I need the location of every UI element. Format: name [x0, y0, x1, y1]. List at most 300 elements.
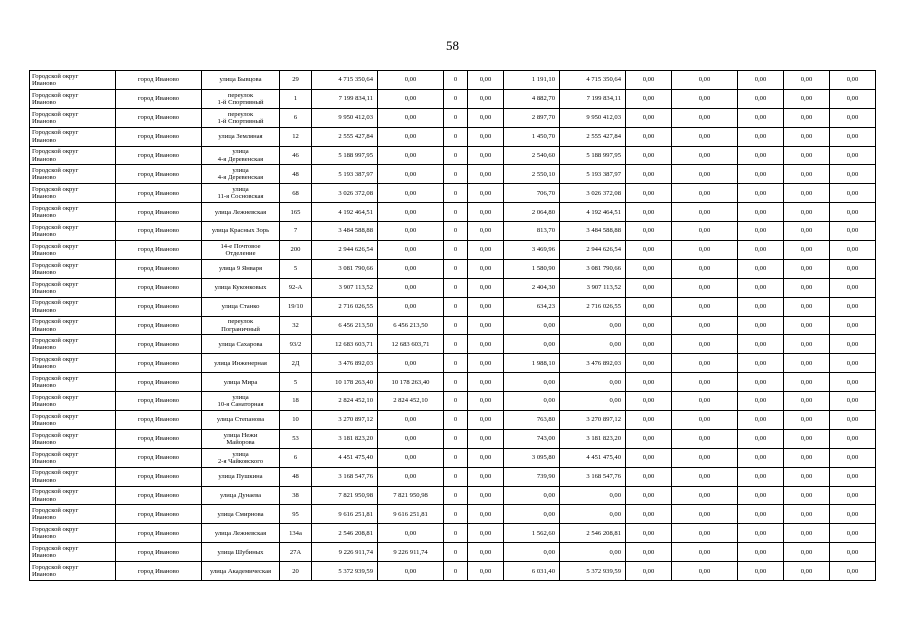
- table-cell: 0: [444, 108, 468, 127]
- table-cell: 2 716 026,55: [312, 297, 378, 316]
- table-cell: 0: [444, 392, 468, 411]
- table-cell: 0,00: [784, 241, 830, 260]
- table-cell: 0,00: [626, 222, 672, 241]
- table-cell: улица Красных Зорь: [202, 222, 280, 241]
- table-cell: 0,00: [784, 354, 830, 373]
- table-cell: 14-е Почтовое Отделение: [202, 241, 280, 260]
- table-cell: Городской округ Иваново: [30, 524, 116, 543]
- table-cell: Городской округ Иваново: [30, 373, 116, 392]
- table-cell: 0,00: [378, 259, 444, 278]
- table-cell: 48: [280, 467, 312, 486]
- table-cell: 7 199 834,11: [560, 89, 626, 108]
- table-cell: 0,00: [738, 524, 784, 543]
- table-cell: Городской округ Иваново: [30, 297, 116, 316]
- table-cell: 3 168 547,76: [560, 467, 626, 486]
- table-cell: 48: [280, 165, 312, 184]
- table-cell: 0,00: [626, 71, 672, 90]
- table-cell: 634,23: [504, 297, 560, 316]
- table-cell: 0: [444, 297, 468, 316]
- table-cell: 0,00: [784, 222, 830, 241]
- table-cell: улица Лежневская: [202, 203, 280, 222]
- table-cell: 0,00: [738, 373, 784, 392]
- table-cell: город Иваново: [116, 505, 202, 524]
- table-cell: улица Земляная: [202, 127, 280, 146]
- table-cell: 0,00: [468, 524, 504, 543]
- table-cell: 0: [444, 203, 468, 222]
- table-cell: 0,00: [378, 411, 444, 430]
- table-cell: 0,00: [626, 354, 672, 373]
- table-cell: 12 683 603,71: [378, 335, 444, 354]
- table-cell: 3 270 897,12: [312, 411, 378, 430]
- table-cell: 0: [444, 71, 468, 90]
- table-cell: 46: [280, 146, 312, 165]
- table-cell: 10: [280, 411, 312, 430]
- table-cell: город Иваново: [116, 354, 202, 373]
- table-cell: 6: [280, 108, 312, 127]
- table-cell: 0,00: [626, 429, 672, 448]
- table-cell: 0,00: [672, 467, 738, 486]
- table-cell: 5 372 939,59: [560, 562, 626, 581]
- table-cell: 0,00: [830, 429, 876, 448]
- table-cell: город Иваново: [116, 543, 202, 562]
- table-cell: город Иваново: [116, 241, 202, 260]
- table-cell: 0: [444, 278, 468, 297]
- table-cell: 0,00: [672, 373, 738, 392]
- table-cell: 0,00: [784, 562, 830, 581]
- table-cell: 3 270 897,12: [560, 411, 626, 430]
- table-cell: 0,00: [626, 241, 672, 260]
- table-cell: 0,00: [784, 543, 830, 562]
- table-cell: 0: [444, 259, 468, 278]
- table-cell: 0,00: [784, 335, 830, 354]
- table-cell: улица Сахарова: [202, 335, 280, 354]
- table-cell: 9 616 251,81: [312, 505, 378, 524]
- table-cell: 0,00: [830, 562, 876, 581]
- table-cell: Городской округ Иваново: [30, 127, 116, 146]
- table-cell: 0,00: [468, 203, 504, 222]
- table-cell: 0,00: [560, 486, 626, 505]
- table-cell: 0,00: [784, 524, 830, 543]
- table-cell: 2 546 208,81: [312, 524, 378, 543]
- table-cell: 0,00: [560, 505, 626, 524]
- table-cell: Городской округ Иваново: [30, 165, 116, 184]
- table-cell: 200: [280, 241, 312, 260]
- table-cell: улица 9 Января: [202, 259, 280, 278]
- table-cell: 1: [280, 89, 312, 108]
- table-row: [30, 203, 876, 222]
- table-cell: 3 907 113,52: [560, 278, 626, 297]
- table-cell: город Иваново: [116, 524, 202, 543]
- table-row: [30, 108, 876, 127]
- table-cell: 0,00: [378, 222, 444, 241]
- table-row: [30, 448, 876, 467]
- table-cell: 0,00: [378, 165, 444, 184]
- table-cell: 0,00: [626, 297, 672, 316]
- table-cell: 0: [444, 184, 468, 203]
- table-cell: улица 10-я Санаторная: [202, 392, 280, 411]
- table-cell: 0,00: [784, 429, 830, 448]
- table-row: [30, 429, 876, 448]
- table-cell: 0,00: [468, 316, 504, 335]
- table-cell: 68: [280, 184, 312, 203]
- table-cell: 6 031,40: [504, 562, 560, 581]
- table-cell: 5 188 997,95: [312, 146, 378, 165]
- table-cell: 2Д: [280, 354, 312, 373]
- table-cell: 0,00: [784, 259, 830, 278]
- table-cell: 0,00: [672, 184, 738, 203]
- table-cell: 0,00: [830, 411, 876, 430]
- table-cell: 0,00: [784, 373, 830, 392]
- table-cell: 0,00: [784, 146, 830, 165]
- table-cell: 3 181 823,20: [560, 429, 626, 448]
- table-cell: 4 451 475,40: [560, 448, 626, 467]
- table-cell: 763,80: [504, 411, 560, 430]
- table-cell: улица Смирнова: [202, 505, 280, 524]
- table-cell: 0,00: [468, 448, 504, 467]
- table-cell: 0,00: [830, 71, 876, 90]
- table-cell: город Иваново: [116, 373, 202, 392]
- table-cell: 0,00: [830, 89, 876, 108]
- table-cell: 2 824 452,10: [312, 392, 378, 411]
- table-cell: город Иваново: [116, 259, 202, 278]
- table-cell: 1 562,60: [504, 524, 560, 543]
- table-cell: 2 555 427,84: [560, 127, 626, 146]
- table-cell: 6 456 213,50: [312, 316, 378, 335]
- table-cell: 0: [444, 165, 468, 184]
- table-cell: улица Нежи Майорова: [202, 429, 280, 448]
- table-row: [30, 241, 876, 260]
- table-cell: 0,00: [672, 127, 738, 146]
- table-cell: 0,00: [830, 505, 876, 524]
- table-cell: 0,00: [830, 467, 876, 486]
- table-cell: 0,00: [626, 278, 672, 297]
- table-cell: 0: [444, 411, 468, 430]
- table-cell: 93/2: [280, 335, 312, 354]
- table-cell: 0,00: [830, 373, 876, 392]
- table-cell: 739,90: [504, 467, 560, 486]
- table-cell: 0,00: [672, 486, 738, 505]
- table-cell: 0: [444, 354, 468, 373]
- table-cell: 165: [280, 203, 312, 222]
- table-cell: 0: [444, 222, 468, 241]
- table-cell: улица Шубиных: [202, 543, 280, 562]
- table-cell: 0,00: [378, 127, 444, 146]
- table-cell: 0,00: [560, 543, 626, 562]
- table-cell: 3 484 588,88: [312, 222, 378, 241]
- table-cell: 0,00: [626, 467, 672, 486]
- table-cell: 7 821 950,98: [378, 486, 444, 505]
- table-cell: 0,00: [738, 543, 784, 562]
- table-cell: 0,00: [468, 241, 504, 260]
- table-cell: 0,00: [626, 562, 672, 581]
- table-cell: город Иваново: [116, 316, 202, 335]
- table-cell: город Иваново: [116, 411, 202, 430]
- table-cell: 0,00: [504, 505, 560, 524]
- table-row: [30, 297, 876, 316]
- table-cell: город Иваново: [116, 184, 202, 203]
- table-cell: 0,00: [672, 392, 738, 411]
- table-cell: 0,00: [626, 203, 672, 222]
- table-cell: 0,00: [378, 108, 444, 127]
- data-table: [29, 70, 876, 581]
- table-cell: 0,00: [830, 146, 876, 165]
- table-cell: 0,00: [784, 297, 830, 316]
- table-cell: 1 450,70: [504, 127, 560, 146]
- table-cell: 0,00: [468, 373, 504, 392]
- table-cell: Городской округ Иваново: [30, 316, 116, 335]
- table-cell: 4 192 464,51: [312, 203, 378, 222]
- table-cell: 1 191,10: [504, 71, 560, 90]
- table-row: [30, 259, 876, 278]
- table-cell: 0,00: [626, 373, 672, 392]
- table-cell: Городской округ Иваново: [30, 335, 116, 354]
- table-cell: Городской округ Иваново: [30, 108, 116, 127]
- table-cell: улица Бывцова: [202, 71, 280, 90]
- table-cell: 0,00: [830, 127, 876, 146]
- table-cell: 3 476 892,03: [560, 354, 626, 373]
- table-cell: 0,00: [560, 392, 626, 411]
- table-cell: 0,00: [672, 278, 738, 297]
- table-cell: 0,00: [468, 429, 504, 448]
- table-cell: 0,00: [378, 448, 444, 467]
- table-cell: 0,00: [738, 108, 784, 127]
- table-cell: 0,00: [378, 278, 444, 297]
- table-cell: 9 226 911,74: [312, 543, 378, 562]
- table-cell: город Иваново: [116, 392, 202, 411]
- table-cell: 0,00: [560, 335, 626, 354]
- table-cell: 0,00: [830, 222, 876, 241]
- table-cell: 0,00: [468, 297, 504, 316]
- table-cell: 3 181 823,20: [312, 429, 378, 448]
- table-cell: улица 4-я Деревенская: [202, 165, 280, 184]
- table-cell: переулок Пограничный: [202, 316, 280, 335]
- table-cell: 0,00: [784, 392, 830, 411]
- table-cell: 0,00: [560, 316, 626, 335]
- table-row: [30, 373, 876, 392]
- table-cell: 0,00: [378, 146, 444, 165]
- table-cell: 0,00: [378, 203, 444, 222]
- table-cell: 0: [444, 524, 468, 543]
- table-cell: 0,00: [468, 222, 504, 241]
- table-cell: 3 095,80: [504, 448, 560, 467]
- table-cell: 0,00: [738, 71, 784, 90]
- table-cell: 0,00: [738, 486, 784, 505]
- table-cell: 0,00: [784, 165, 830, 184]
- table-cell: 0,00: [504, 316, 560, 335]
- table-cell: 0,00: [626, 146, 672, 165]
- table-cell: Городской округ Иваново: [30, 448, 116, 467]
- table-cell: 0,00: [738, 127, 784, 146]
- table-cell: 0,00: [468, 543, 504, 562]
- table-cell: 0,00: [626, 543, 672, 562]
- table-cell: 0,00: [830, 108, 876, 127]
- table-cell: 0,00: [504, 543, 560, 562]
- table-cell: 0,00: [738, 562, 784, 581]
- table-cell: 1 988,10: [504, 354, 560, 373]
- table-cell: улица Мира: [202, 373, 280, 392]
- table-row: [30, 278, 876, 297]
- table-cell: 7 821 950,98: [312, 486, 378, 505]
- table-cell: город Иваново: [116, 297, 202, 316]
- table-cell: 0: [444, 373, 468, 392]
- table-row: [30, 184, 876, 203]
- table-cell: город Иваново: [116, 486, 202, 505]
- table-cell: улица Академическая: [202, 562, 280, 581]
- table-cell: 0,00: [378, 184, 444, 203]
- table-cell: 0,00: [468, 505, 504, 524]
- table-cell: Городской округ Иваново: [30, 505, 116, 524]
- table-cell: 0,00: [672, 524, 738, 543]
- table-cell: 3 469,96: [504, 241, 560, 260]
- table-row: [30, 486, 876, 505]
- table-cell: 0,00: [626, 184, 672, 203]
- table-cell: улица Дунаева: [202, 486, 280, 505]
- table-cell: 2 555 427,84: [312, 127, 378, 146]
- table-cell: Городской округ Иваново: [30, 222, 116, 241]
- table-cell: Городской округ Иваново: [30, 146, 116, 165]
- table-cell: 0,00: [468, 146, 504, 165]
- table-cell: 0,00: [672, 354, 738, 373]
- table-cell: 0,00: [784, 411, 830, 430]
- table-cell: 0,00: [784, 71, 830, 90]
- table-cell: 0,00: [738, 165, 784, 184]
- table-cell: Городской округ Иваново: [30, 543, 116, 562]
- table-cell: город Иваново: [116, 467, 202, 486]
- table-cell: 0: [444, 241, 468, 260]
- table-cell: улица Лежневская: [202, 524, 280, 543]
- table-cell: 4 715 350,64: [312, 71, 378, 90]
- table-cell: 4 451 475,40: [312, 448, 378, 467]
- table-cell: 0,00: [738, 184, 784, 203]
- table-cell: Городской округ Иваново: [30, 429, 116, 448]
- table-cell: 0,00: [626, 108, 672, 127]
- table-cell: 0,00: [378, 524, 444, 543]
- table-cell: 53: [280, 429, 312, 448]
- table-cell: 0,00: [626, 316, 672, 335]
- table-cell: 0,00: [830, 278, 876, 297]
- table-row: [30, 71, 876, 90]
- table-cell: 0,00: [626, 127, 672, 146]
- table-cell: Городской округ Иваново: [30, 278, 116, 297]
- table-cell: 0,00: [468, 562, 504, 581]
- table-cell: город Иваново: [116, 127, 202, 146]
- table-cell: улица Пушкина: [202, 467, 280, 486]
- table-cell: 29: [280, 71, 312, 90]
- table-cell: Городской округ Иваново: [30, 392, 116, 411]
- table-cell: 0,00: [468, 165, 504, 184]
- table-cell: 0,00: [738, 411, 784, 430]
- table-cell: 0,00: [738, 259, 784, 278]
- table-cell: 0,00: [626, 448, 672, 467]
- table-cell: улица Степанова: [202, 411, 280, 430]
- table-cell: 6 456 213,50: [378, 316, 444, 335]
- table-cell: Городской округ Иваново: [30, 486, 116, 505]
- table-cell: 4 882,70: [504, 89, 560, 108]
- table-cell: переулок 1-й Спортивный: [202, 108, 280, 127]
- table-cell: 0,00: [672, 562, 738, 581]
- table-cell: 0: [444, 127, 468, 146]
- table-cell: город Иваново: [116, 203, 202, 222]
- table-cell: 0,00: [738, 203, 784, 222]
- table-cell: 0: [444, 429, 468, 448]
- table-cell: 3 168 547,76: [312, 467, 378, 486]
- table-cell: 2 540,60: [504, 146, 560, 165]
- table-cell: 0,00: [672, 448, 738, 467]
- table-cell: переулок 1-й Спортивный: [202, 89, 280, 108]
- table-cell: 0: [444, 316, 468, 335]
- table-cell: 0,00: [468, 71, 504, 90]
- table-cell: 0: [444, 89, 468, 108]
- table-cell: город Иваново: [116, 146, 202, 165]
- table-cell: город Иваново: [116, 448, 202, 467]
- table-cell: 706,70: [504, 184, 560, 203]
- table-cell: 0,00: [626, 392, 672, 411]
- table-cell: 3 476 892,03: [312, 354, 378, 373]
- table-cell: 0,00: [626, 259, 672, 278]
- table-cell: 0,00: [672, 429, 738, 448]
- table-cell: 0,00: [504, 335, 560, 354]
- table-cell: 0,00: [784, 278, 830, 297]
- table-cell: 0,00: [672, 165, 738, 184]
- table-cell: 0,00: [830, 543, 876, 562]
- table-row: [30, 335, 876, 354]
- table-cell: 0,00: [468, 354, 504, 373]
- table-cell: 0: [444, 505, 468, 524]
- table-row: [30, 562, 876, 581]
- table-cell: 92-А: [280, 278, 312, 297]
- table-cell: 0,00: [672, 222, 738, 241]
- table-cell: 3 026 372,08: [312, 184, 378, 203]
- table-row: [30, 316, 876, 335]
- table-cell: 0,00: [784, 316, 830, 335]
- table-cell: 0,00: [378, 71, 444, 90]
- table-cell: 0,00: [738, 222, 784, 241]
- table-cell: 4 715 350,64: [560, 71, 626, 90]
- table-cell: 0,00: [784, 505, 830, 524]
- table-cell: 0,00: [560, 373, 626, 392]
- table-cell: 12: [280, 127, 312, 146]
- table-cell: 0,00: [738, 392, 784, 411]
- table-cell: город Иваново: [116, 335, 202, 354]
- table-cell: 134а: [280, 524, 312, 543]
- table-cell: 0,00: [830, 241, 876, 260]
- table-cell: 0: [444, 448, 468, 467]
- table-cell: город Иваново: [116, 71, 202, 90]
- table-cell: 0,00: [672, 241, 738, 260]
- table-cell: 0,00: [626, 505, 672, 524]
- table-cell: 0,00: [468, 392, 504, 411]
- table-cell: 3 081 790,66: [560, 259, 626, 278]
- table-cell: 32: [280, 316, 312, 335]
- table-cell: 0,00: [830, 259, 876, 278]
- table-cell: 0,00: [738, 354, 784, 373]
- table-cell: город Иваново: [116, 278, 202, 297]
- table-cell: Городской округ Иваново: [30, 259, 116, 278]
- table-cell: 7: [280, 222, 312, 241]
- table-cell: 0,00: [784, 203, 830, 222]
- table-row: [30, 165, 876, 184]
- table-cell: 0,00: [672, 335, 738, 354]
- table-cell: 0,00: [672, 71, 738, 90]
- table-cell: 0,00: [378, 297, 444, 316]
- table-cell: 0,00: [468, 89, 504, 108]
- table-cell: 0,00: [830, 448, 876, 467]
- table-cell: Городской округ Иваново: [30, 89, 116, 108]
- table-cell: 0,00: [468, 335, 504, 354]
- table-cell: 0,00: [626, 486, 672, 505]
- table-cell: 0,00: [672, 146, 738, 165]
- table-cell: 0,00: [468, 411, 504, 430]
